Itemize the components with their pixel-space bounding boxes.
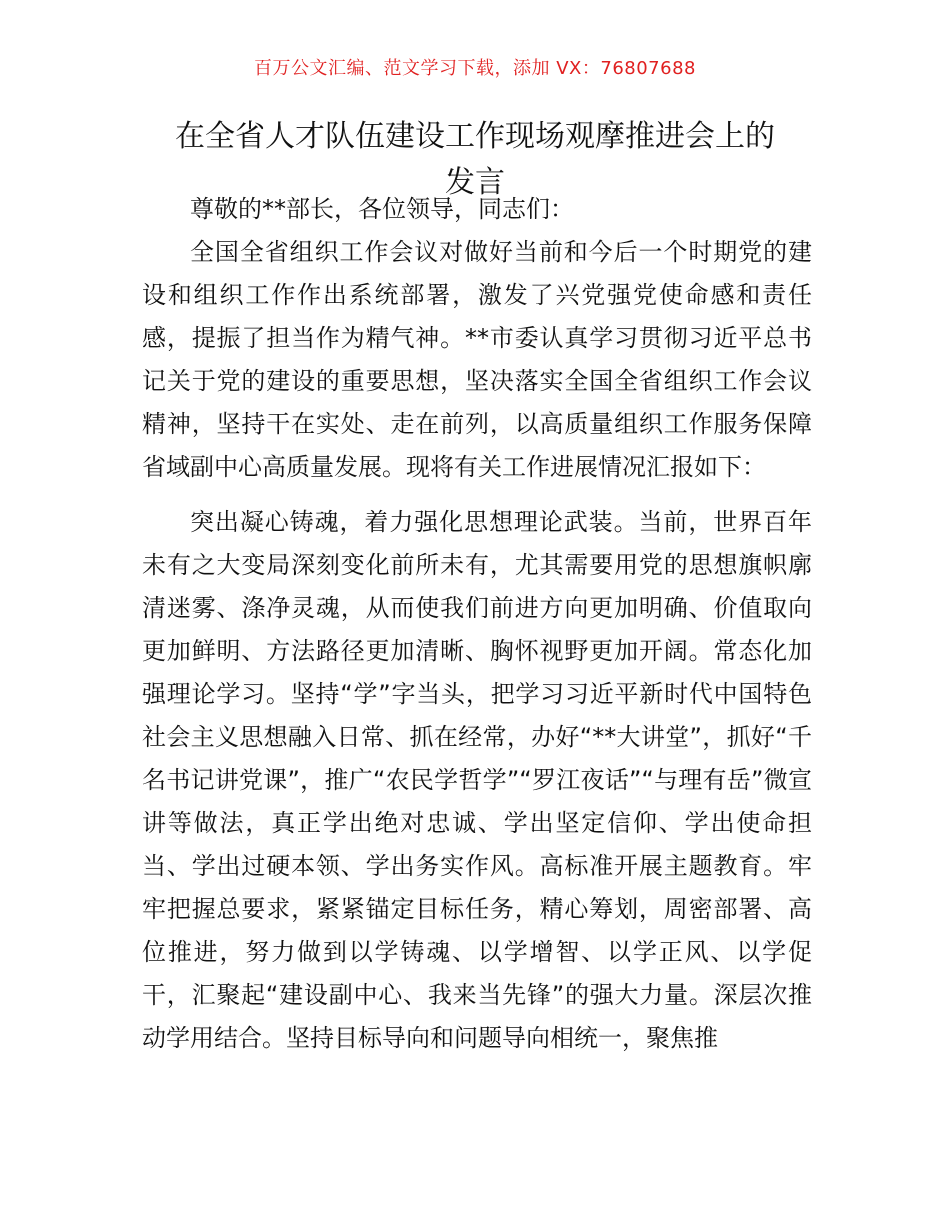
salutation: 尊敬的**部长，各位领导，同志们： [190,195,574,223]
title-line-1: 在全省人才队伍建设工作现场观摩推进会上的 [175,119,775,154]
document-body [142,188,812,1060]
paragraph-2: 突出凝心铸魂，着力强化思想理论武装。当前，世界百年未有之大变局深刻变化前所未有，尤其需要用党的思想旗帜廓清迷雾、涤净灵魂，从而使我们前进方向更加明确、价值取向更加鲜明、方法路径更加清晰、胸怀视野更加开阔。常态化加强理论学习。坚持“学”字当头，把学习习近平新时代中国特色社会主义思想融入日常、抓在经常，办好“**大讲堂”，抓好“千名书记讲党课”，推广“农民学哲学”“罗江夜话”“与理有岳”微宣讲等做法，真正学出绝对忠诚、学出坚定信仰、学出使命担当、学出过硬本领、学出务实作风。高标准开展主题教育。牢牢把握总要求，紧紧锚定目标任务，精心筹划，周密部署、高位推进，努力做到以学铸魂、以学增智、以学正风、以学促干，汇聚起“建设副中心、我来当先锋”的强大力量。深层次推动学用结合。坚持目标导向和问题导向相统一，聚焦推 [142,508,812,1052]
title-line-2: 发言 [445,165,505,200]
paragraph-1: 全国全省组织工作会议对做好当前和今后一个时期党的建设和组织工作作出系统部署，激发了兴党强党使命感和责任感，提振了担当作为精气神。**市委认真学习贯彻习近平总书记关于党的建设的重要思想，坚决落实全国全省组织工作会议精神，坚持干在实处、走在前列，以高质量组织工作服务保障省域副中心高质量发展。现将有关工作进展情况汇报如下： [142,238,812,481]
watermark-header: 百万公文汇编、范文学习下载，添加 VX：76807688 [254,58,696,79]
